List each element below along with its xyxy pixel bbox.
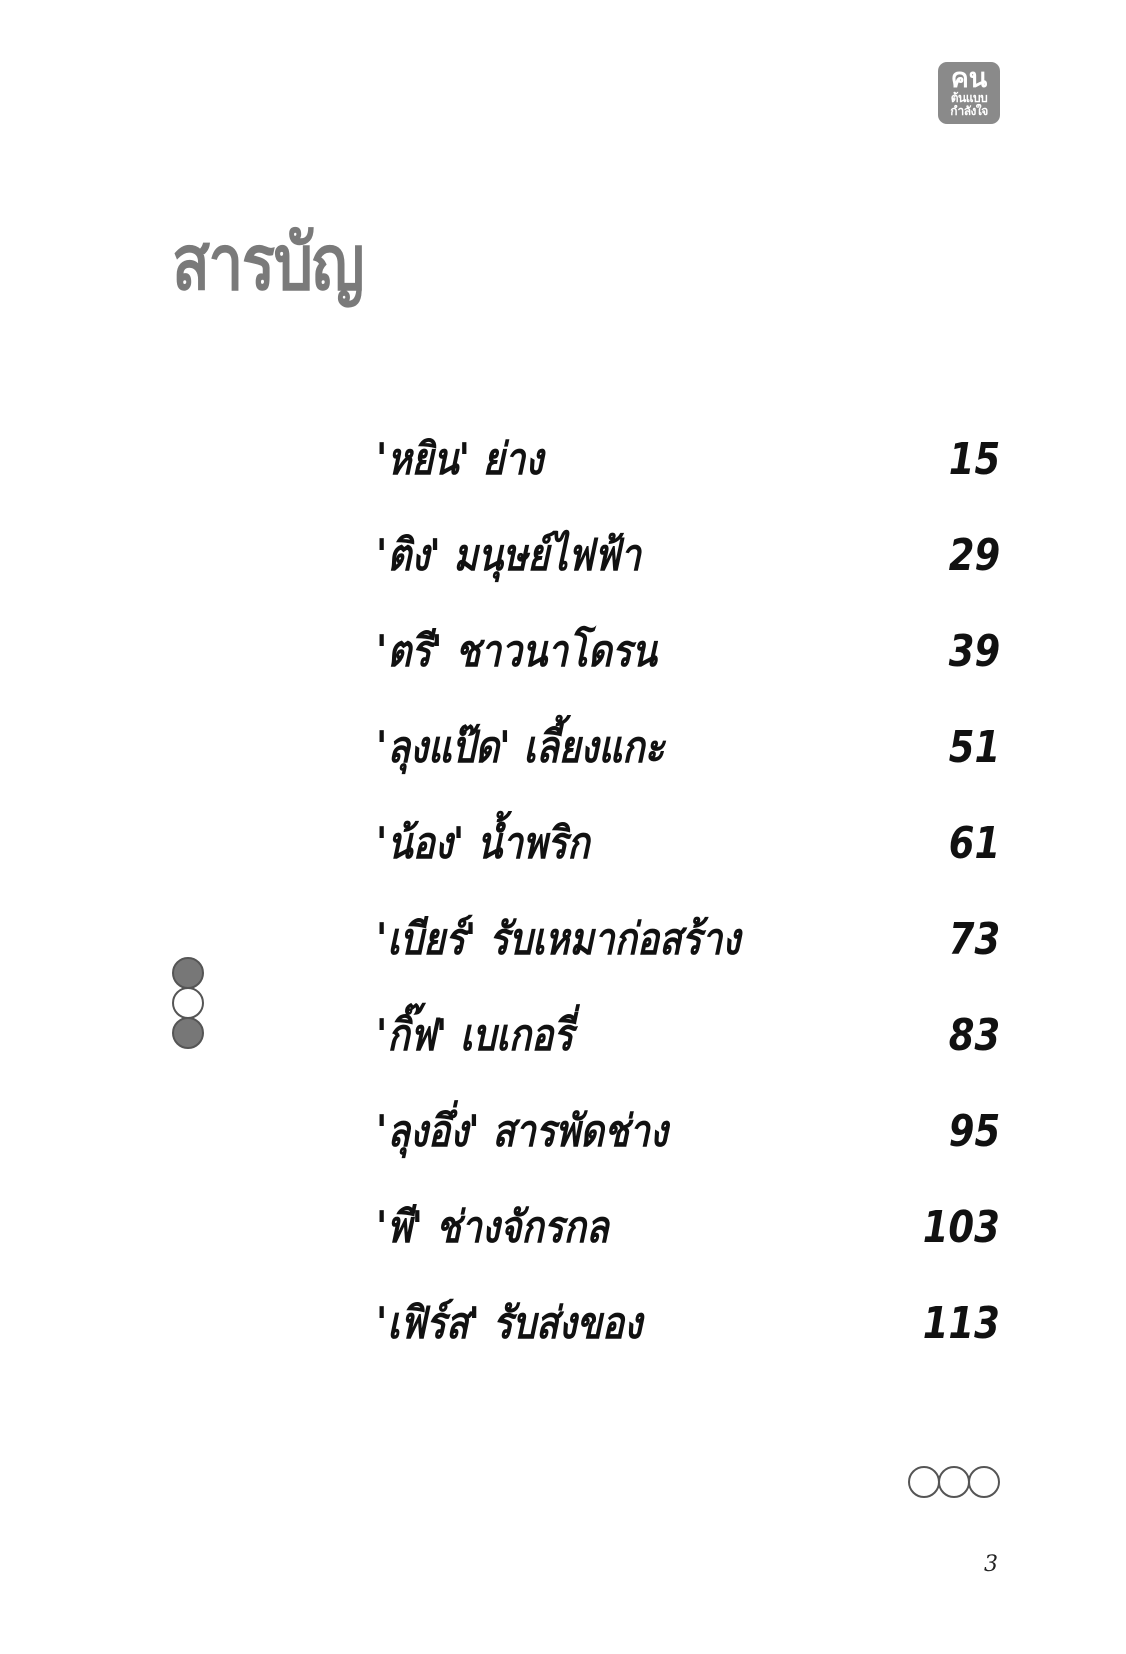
toc-entry-page: 39 xyxy=(948,626,1000,677)
toc-entry-page: 113 xyxy=(922,1298,1000,1349)
toc-entry[interactable] xyxy=(376,1084,1000,1180)
toc-entry-page: 61 xyxy=(948,818,1000,869)
toc-entry-page: 95 xyxy=(948,1106,1000,1157)
empty-circle-icon xyxy=(908,1466,940,1498)
empty-circle-icon xyxy=(172,987,204,1019)
toc-entry-title: 'น้อง' น้ำพริก xyxy=(376,818,590,869)
toc-entry[interactable] xyxy=(376,412,1000,508)
toc-entry-title: 'พี' ช่างจักรกล xyxy=(376,1202,609,1253)
page-title: สารบัญ xyxy=(172,218,363,307)
filled-circle-icon xyxy=(172,1017,204,1049)
toc-entry-title: 'ติง' มนุษย์ไฟฟ้า xyxy=(376,530,641,581)
page-number: 3 xyxy=(984,1552,998,1577)
toc-entry-page: 29 xyxy=(948,530,1000,581)
toc-entry-page: 103 xyxy=(922,1202,1000,1253)
toc-entry-page: 15 xyxy=(948,434,1000,485)
table-of-contents xyxy=(376,412,1000,1372)
empty-circle-icon xyxy=(938,1466,970,1498)
toc-entry-title: 'เบียร์' รับเหมาก่อสร้าง xyxy=(376,914,741,965)
toc-entry-title: 'ลุงแป๊ด' เลี้ยงแกะ xyxy=(376,722,665,773)
toc-entry[interactable] xyxy=(376,508,1000,604)
toc-entry[interactable] xyxy=(376,892,1000,988)
toc-entry-page: 73 xyxy=(948,914,1000,965)
publisher-logo xyxy=(938,62,1000,124)
empty-circle-icon xyxy=(968,1466,1000,1498)
toc-entry-title: 'กิ๊ฟ' เบเกอรี่ xyxy=(376,1010,574,1061)
toc-entry-title: 'หยิน' ย่าง xyxy=(376,434,544,485)
toc-entry-page: 83 xyxy=(948,1010,1000,1061)
toc-entry[interactable] xyxy=(376,604,1000,700)
toc-entry-page: 51 xyxy=(948,722,1000,773)
logo-line-1: คน xyxy=(950,63,988,93)
toc-entry[interactable] xyxy=(376,988,1000,1084)
logo-line-3: กำลังใจ xyxy=(950,104,988,118)
toc-entry[interactable] xyxy=(376,1180,1000,1276)
toc-entry-title: 'ตรี' ชาวนาโดรน xyxy=(376,626,657,677)
toc-entry-title: 'ลุงอึ่ง' สารพัดช่าง xyxy=(376,1106,668,1157)
toc-entry[interactable] xyxy=(376,1276,1000,1372)
logo-line-2: ต้นแบบ xyxy=(950,91,988,105)
toc-entry[interactable] xyxy=(376,796,1000,892)
toc-entry-title: 'เฟิร์ส' รับส่งของ xyxy=(376,1298,643,1349)
filled-circle-icon xyxy=(172,957,204,989)
toc-entry[interactable] xyxy=(376,700,1000,796)
